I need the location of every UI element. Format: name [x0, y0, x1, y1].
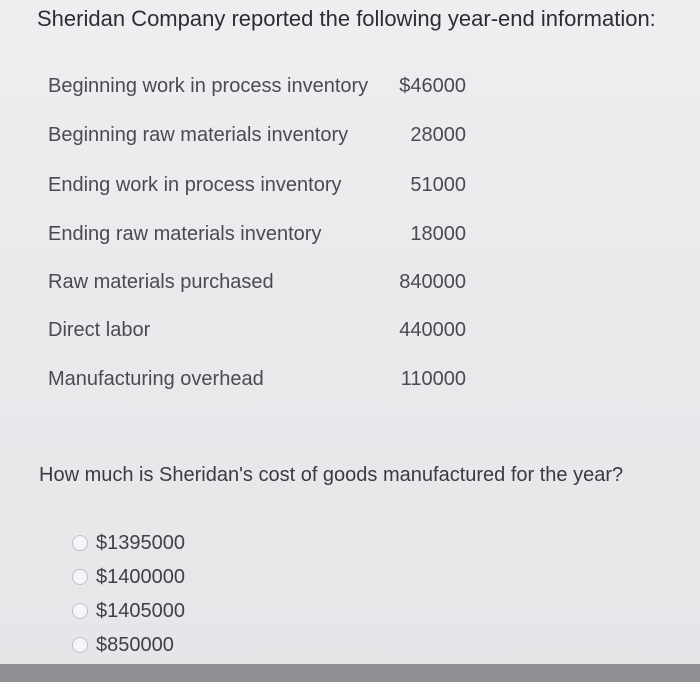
row-label: Ending raw materials inventory — [48, 223, 322, 245]
data-row-raw-materials-purchased — [48, 271, 468, 301]
question-prompt: How much is Sheridan's cost of goods manufactured for the year? — [39, 464, 624, 486]
row-value: 440000 — [399, 319, 466, 341]
data-row-manufacturing-overhead — [48, 368, 468, 398]
row-label: Direct labor — [48, 319, 151, 341]
answer-option-4[interactable] — [72, 632, 174, 658]
row-value: 28000 — [410, 124, 466, 146]
row-label: Beginning raw materials inventory — [48, 124, 349, 146]
row-label: Ending work in process inventory — [48, 174, 342, 196]
answer-option-label[interactable]: $1400000 — [96, 565, 185, 588]
bottom-bar — [0, 664, 700, 682]
radio-button-icon[interactable] — [72, 535, 88, 551]
data-row-beginning-raw-materials — [48, 124, 468, 154]
data-row-direct-labor — [48, 319, 468, 349]
data-row-ending-wip — [48, 174, 468, 204]
data-row-ending-raw-materials — [48, 223, 468, 253]
answer-option-label[interactable]: $1395000 — [96, 531, 185, 554]
question-title: Sheridan Company reported the following year-end information: — [37, 6, 656, 31]
radio-button-icon[interactable] — [72, 637, 88, 653]
answer-option-1[interactable] — [72, 530, 185, 556]
answer-option-2[interactable] — [72, 564, 185, 590]
answer-option-3[interactable] — [72, 598, 185, 624]
radio-button-icon[interactable] — [72, 569, 88, 585]
row-value: 18000 — [410, 223, 466, 245]
row-value: $46000 — [399, 75, 466, 97]
radio-button-icon[interactable] — [72, 603, 88, 619]
row-value: 840000 — [399, 271, 466, 293]
answer-option-label[interactable]: $850000 — [96, 633, 174, 656]
row-label: Beginning work in process inventory — [48, 75, 369, 97]
data-row-beginning-wip — [48, 75, 468, 105]
row-value: 51000 — [410, 174, 466, 196]
row-label: Raw materials purchased — [48, 271, 274, 293]
row-value: 110000 — [400, 368, 466, 390]
answer-option-label[interactable]: $1405000 — [96, 599, 185, 622]
row-label: Manufacturing overhead — [48, 368, 264, 390]
